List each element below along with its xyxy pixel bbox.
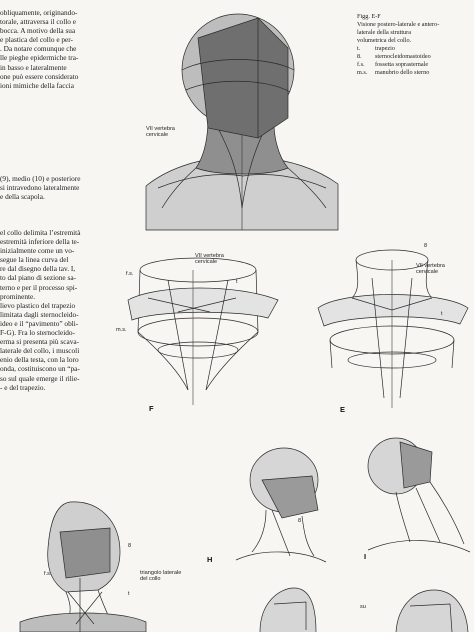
legend-value: fossetta soprasternale bbox=[375, 61, 429, 68]
label-fs: f.s. bbox=[44, 571, 52, 577]
text-line: prominente. bbox=[0, 291, 36, 301]
text-line: erma si presenta più scava- bbox=[0, 337, 80, 347]
text-line: re dal disegno della tav. I, bbox=[0, 264, 76, 274]
text-line: lle pieghe epidermiche tra- bbox=[0, 53, 79, 63]
text-line: lievo plastico del trapezio bbox=[0, 300, 76, 310]
label-ms: m.s. bbox=[116, 327, 127, 333]
body-text-block-3 bbox=[0, 228, 130, 392]
label-line: VII vertebra bbox=[146, 126, 175, 132]
body-text-block-1 bbox=[0, 8, 130, 90]
label-8: 8 bbox=[298, 518, 302, 524]
label-line: triangolo laterale bbox=[140, 570, 182, 576]
label-triangle bbox=[140, 570, 181, 583]
text-line: enio della testa, con la loro bbox=[0, 355, 79, 365]
figure-letter-i: I bbox=[364, 552, 367, 561]
text-line: limitata dagli sternocleido- bbox=[0, 309, 79, 319]
legend-item bbox=[357, 61, 473, 69]
legend-key: f.s. bbox=[357, 61, 365, 68]
caption-title: Figg. E-F bbox=[357, 13, 381, 20]
text-line: estremità inferiore della te- bbox=[0, 237, 80, 247]
caption-line: volumetrica del collo. bbox=[357, 37, 412, 44]
label-su: su bbox=[360, 604, 366, 610]
figure-letter-e: E bbox=[340, 405, 346, 414]
figure-caption bbox=[357, 13, 473, 77]
text-line: so sul quale emerge il rilie- bbox=[0, 373, 80, 383]
label-8: 8 bbox=[128, 543, 132, 549]
legend-key: t. bbox=[357, 45, 361, 52]
text-line: bocca. A motivo della sua bbox=[0, 26, 76, 36]
text-line: in basso e lateralmente bbox=[0, 62, 67, 72]
label-vii-vertebra bbox=[146, 126, 175, 139]
text-line: el collo delimita l’estremità bbox=[0, 228, 81, 237]
label-t: t bbox=[128, 591, 130, 597]
legend-key: 8. bbox=[357, 53, 362, 60]
label-line: del collo bbox=[140, 576, 161, 583]
text-line: e della scapola. bbox=[0, 192, 45, 202]
text-line: si intravedono lateralmente bbox=[0, 183, 80, 193]
text-line: terno e per il processo spi- bbox=[0, 282, 78, 292]
text-line: F-G). Fra lo sternocleido- bbox=[0, 328, 75, 338]
caption-line: laterale della struttura bbox=[357, 29, 411, 36]
label-fs: f.s. bbox=[126, 271, 134, 277]
label-line: cervicale bbox=[195, 259, 218, 266]
text-line: ideo e il “pavimento” obli- bbox=[0, 318, 79, 328]
text-line: e plastica del collo e per- bbox=[0, 35, 73, 45]
body-text-block-2 bbox=[0, 174, 130, 201]
legend-item bbox=[357, 69, 473, 77]
figure-f-diagram bbox=[118, 240, 293, 415]
figure-letter-h: H bbox=[207, 555, 213, 564]
text-line: . Da notare comunque che bbox=[0, 44, 77, 54]
legend-value: manubrio dello sterno bbox=[375, 69, 430, 76]
legend-value: trapezio bbox=[375, 45, 395, 52]
figure-letter-f: F bbox=[149, 404, 154, 413]
text-line: to dal piano di sezione sa- bbox=[0, 273, 76, 283]
figure-e-diagram bbox=[312, 238, 472, 413]
text-line: obliquamente, originando- bbox=[0, 8, 78, 17]
label-vii-vertebra-e bbox=[416, 263, 445, 276]
legend-key: m.s. bbox=[357, 69, 368, 76]
text-line: laterale del collo, i muscoli bbox=[0, 346, 80, 356]
legend-item bbox=[357, 45, 473, 53]
label-line: cervicale bbox=[416, 269, 439, 276]
label-line: VII vertebra bbox=[416, 263, 445, 269]
text-line: one può essere considerato bbox=[0, 71, 79, 81]
figure-i-diagram bbox=[360, 432, 472, 562]
legend-value: sternocleidomastoideo bbox=[375, 53, 431, 60]
text-line: torale, attraversa il collo e bbox=[0, 17, 76, 27]
label-vii-vertebra-f bbox=[195, 253, 224, 266]
label-8: 8 bbox=[424, 243, 428, 249]
label-t: t bbox=[236, 279, 238, 285]
figure-h-diagram bbox=[222, 440, 332, 570]
text-line: (9), medio (10) e posteriore bbox=[0, 174, 81, 183]
text-line: inizialmente come un vo- bbox=[0, 246, 75, 256]
label-line: cervicale bbox=[146, 132, 169, 139]
figure-partial-bottom-right bbox=[390, 586, 470, 632]
caption-legend bbox=[357, 45, 473, 77]
figure-neck-back-view bbox=[138, 8, 348, 240]
text-line: - e del trapezio. bbox=[0, 382, 46, 392]
text-line: ioni mimiche della faccia bbox=[0, 80, 74, 90]
legend-item bbox=[357, 53, 473, 61]
text-line: segue la linea curva del bbox=[0, 255, 69, 265]
text-line: onda, costituiscono un “pa- bbox=[0, 364, 80, 374]
label-t: t bbox=[441, 311, 443, 317]
caption-line: Visione postero-laterale e antero- bbox=[357, 21, 440, 28]
figure-neck-front-view bbox=[10, 492, 150, 632]
figure-partial-bottom-center bbox=[250, 582, 320, 632]
label-line: VII vertebra bbox=[195, 253, 224, 259]
